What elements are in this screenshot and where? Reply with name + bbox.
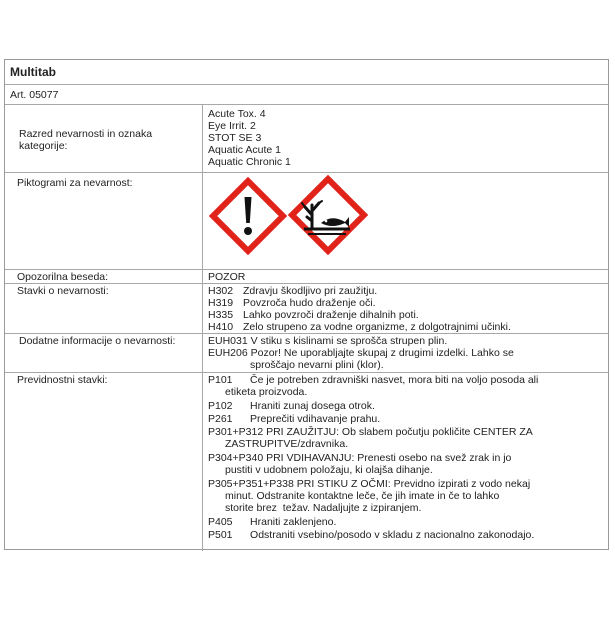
classification-value: Acute Tox. 4 bbox=[208, 108, 266, 120]
article-number: Art. 05077 bbox=[10, 89, 59, 101]
classification-value: Aquatic Chronic 1 bbox=[208, 156, 291, 168]
safety-label-table bbox=[4, 59, 609, 550]
classification-value: STOT SE 3 bbox=[208, 132, 262, 144]
precautionary-line: P301+P312 PRI ZAUŽITJU: Ob slabem počutju pokličite CENTER ZA bbox=[208, 426, 533, 438]
hazard-text: Povzroča hudo draženje oči. bbox=[243, 297, 376, 309]
precautionary-line: P261 Preprečiti vdihavanje prahu. bbox=[208, 413, 381, 425]
hazard-text: Lahko povzroči draženje dihalnih poti. bbox=[243, 309, 419, 321]
precautionary-line: P405 Hraniti zaklenjeno. bbox=[208, 516, 337, 528]
additional-info-row bbox=[5, 334, 608, 373]
precautionary-line: minut. Odstranite kontaktne leče, če jih imate in če to lahko bbox=[225, 490, 500, 502]
precautionary-line: etiketa proizvoda. bbox=[225, 386, 308, 398]
classification-value: Eye Irrit. 2 bbox=[208, 120, 256, 132]
environment-pictogram bbox=[292, 179, 364, 251]
additional-info-label: Dodatne informacije o nevarnosti: bbox=[19, 335, 176, 347]
hazard-statements-row bbox=[5, 284, 608, 334]
precautionary-line: pustiti v udobnem položaju, ki olajša dihanje. bbox=[225, 464, 433, 476]
title-row bbox=[5, 60, 608, 85]
precautionary-line: P102 Hraniti zunaj dosega otrok. bbox=[208, 400, 375, 412]
classification-value: Aquatic Acute 1 bbox=[208, 144, 281, 156]
classification-row bbox=[5, 105, 608, 173]
pictogram-row bbox=[5, 173, 608, 270]
signal-word-label: Opozorilna beseda: bbox=[17, 271, 109, 283]
additional-info-line: sproščajo nevarni plini (klor). bbox=[250, 359, 384, 371]
hazard-code: H335 bbox=[208, 309, 234, 321]
hazard-code: H410 bbox=[208, 321, 234, 333]
hazard-text: Zelo strupeno za vodne organizme, z dolgotrajnimi učinki. bbox=[243, 321, 511, 333]
classification-label-line-2: kategorije: bbox=[19, 140, 68, 152]
product-name: Multitab bbox=[10, 65, 56, 79]
additional-info-line: EUH206 Pozor! Ne uporabljajte skupaj z drugimi izdelki. Lahko se bbox=[208, 347, 514, 359]
precautionary-row bbox=[5, 373, 608, 551]
precautionary-line: P304+P340 PRI VDIHAVANJU: Prenesti osebo na svež zrak in jo bbox=[208, 452, 512, 464]
hazard-code: H319 bbox=[208, 297, 234, 309]
hazard-text: Zdravju škodljivo pri zaužitju. bbox=[243, 285, 378, 297]
precautionary-line: P501 Odstraniti vsebino/posodo v skladu z nacionalno zakonodajo. bbox=[208, 529, 535, 541]
exclamation-mark-pictogram bbox=[213, 181, 283, 251]
signal-word-row bbox=[5, 270, 608, 284]
precautionary-line: ZASTRUPITVE/zdravnika. bbox=[225, 438, 349, 450]
pictogram-label: Piktogrami za nevarnost: bbox=[17, 177, 133, 189]
classification-label-line-1: Razred nevarnosti in oznaka bbox=[19, 128, 153, 140]
precautionary-line: P101 Če je potreben zdravniški nasvet, mora biti na voljo posoda ali bbox=[208, 374, 539, 386]
signal-word-value: POZOR bbox=[208, 271, 246, 283]
ghs-pictograms bbox=[208, 175, 378, 261]
hazard-code: H302 bbox=[208, 285, 234, 297]
hazard-label: Stavki o nevarnosti: bbox=[17, 285, 109, 297]
article-row bbox=[5, 85, 608, 105]
precautionary-line: storite brez težav. Nadaljujte z izpiranjem. bbox=[225, 502, 422, 514]
precautionary-label: Previdnostni stavki: bbox=[17, 374, 108, 386]
precautionary-line: P305+P351+P338 PRI STIKU Z OČMI: Previdno izpirati z vodo nekaj bbox=[208, 478, 531, 490]
additional-info-line: EUH031 V stiku s kislinami se sprošča strupen plin. bbox=[208, 335, 448, 347]
